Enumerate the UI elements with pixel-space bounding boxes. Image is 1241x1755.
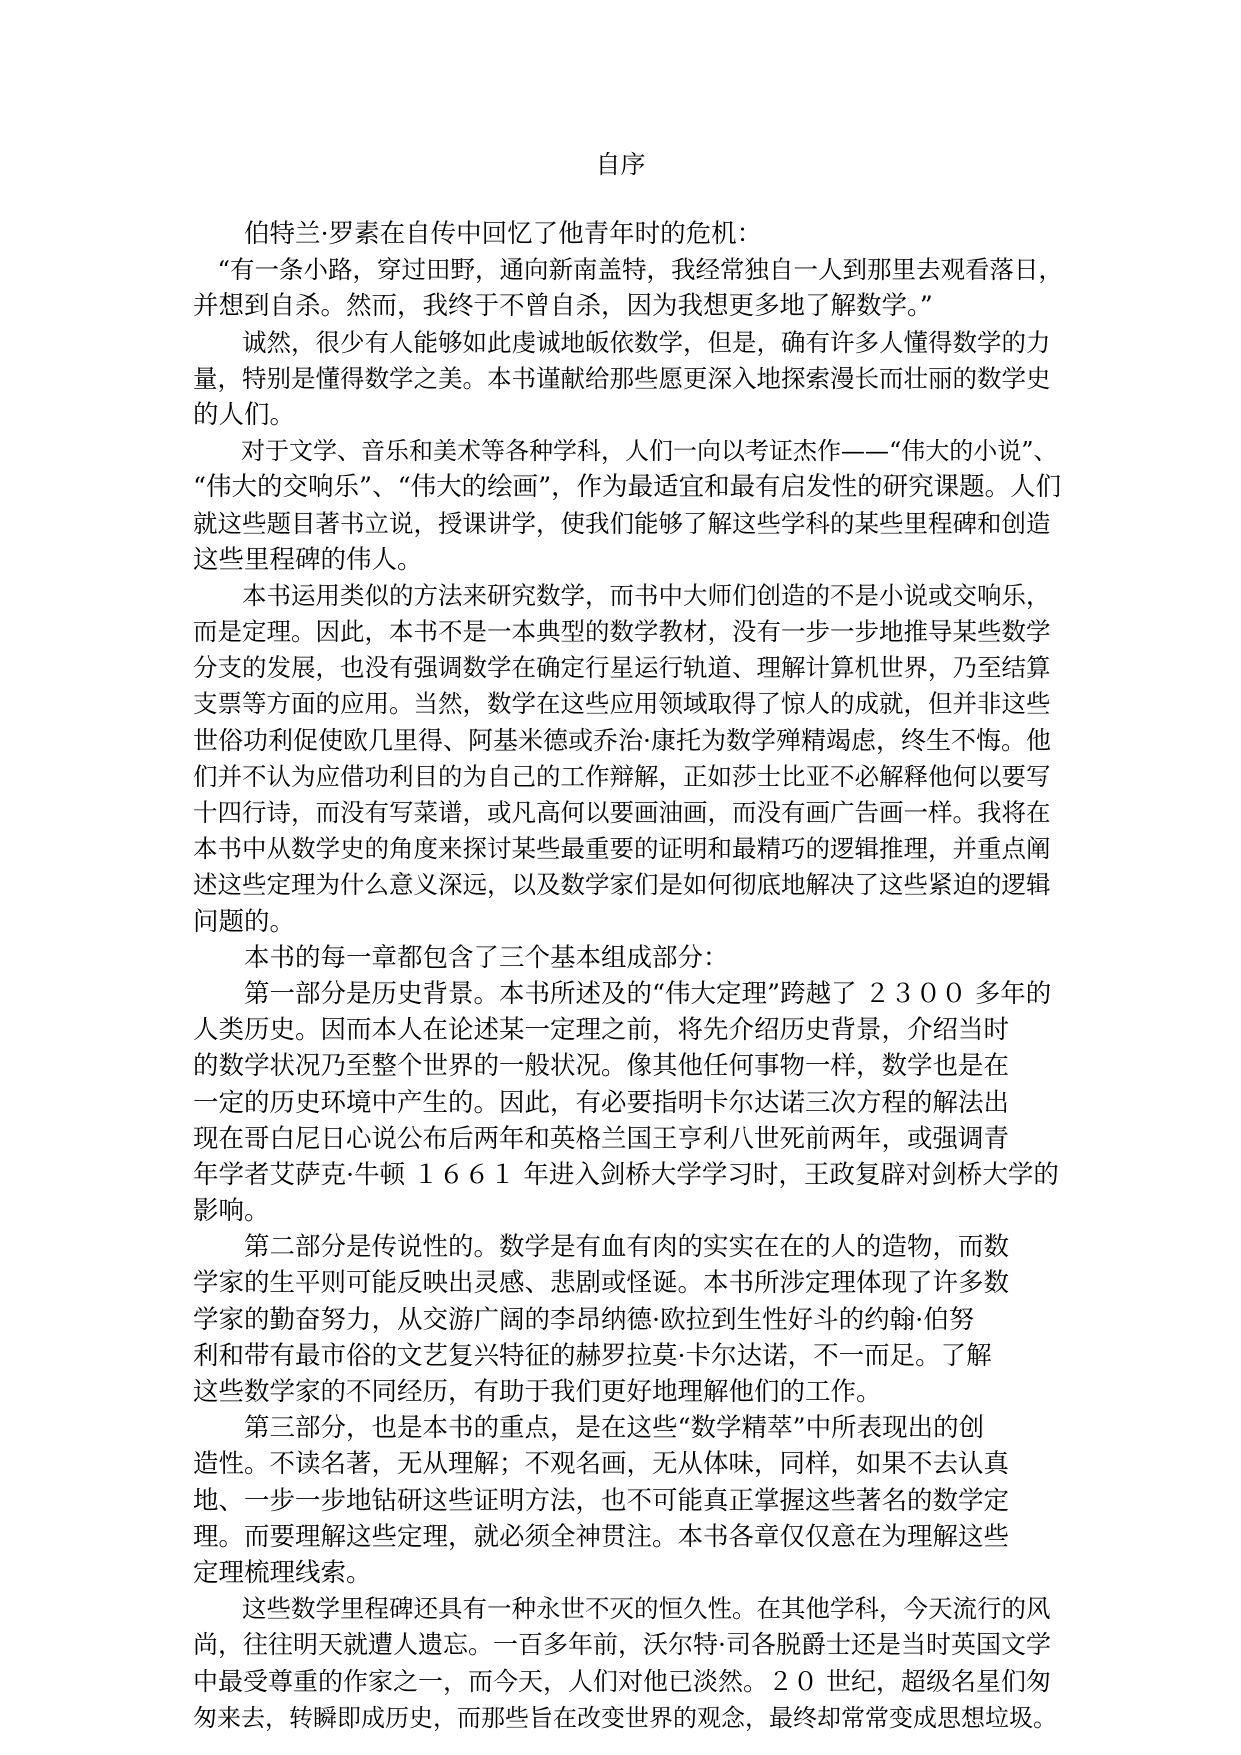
text-line: 本书的每一章都包含了三个基本组成部分：	[193, 942, 729, 973]
text-line: 第三部分，也是本书的重点，是在这些“数学精萃”中所表现出的创	[193, 1413, 985, 1444]
text-line: 量，特别是懂得数学之美。本书谨献给那些愿更深入地探索漫长而壮丽的数学史	[193, 363, 1051, 393]
text-line: 理。而要理解这些定理，就必须全神贯注。本书各章仅仅意在为理解这些	[193, 1521, 1010, 1552]
text-line: 一定的历史环境中产生的。因此，有必要指明卡尔达诺三次方程的解法出	[193, 1087, 1010, 1118]
text-line: 的人们。	[193, 399, 296, 430]
text-line: 分支的发展，也没有强调数学在确定行星运行轨道、理解计算机世界，乃至结算	[193, 653, 1051, 683]
text-line: 伯特兰·罗素在自传中回忆了他青年时的危机：	[193, 219, 763, 249]
text-line: 这些里程碑的伟人。	[193, 544, 423, 575]
text-line: 述这些定理为什么意义深远，以及数学家们是如何彻底地解决了这些紧迫的逻辑	[193, 870, 1051, 900]
text-line: 问题的。	[193, 906, 296, 937]
text-line: 十四行诗，而没有写菜谱，或凡高何以要画油画，而没有画广告画一样。我将在	[193, 798, 1051, 827]
text-line: 年学者艾萨克·牛顿 １６６１ 年进入剑桥大学学习时，王政复辟对剑桥大学的	[193, 1159, 1059, 1190]
page-title: 自序	[595, 150, 646, 179]
text-line: “伟大的交响乐”、“伟大的绘画”，作为最适宜和最有启发性的研究课题。人们	[193, 472, 1062, 503]
text-line: 第一部分是历史背景。本书所述及的“伟大定理”跨越了 ２３００ 多年的	[193, 978, 1052, 1009]
text-line: 本书运用类似的方法来研究数学，而书中大师们创造的不是小说或交响乐，	[193, 580, 1051, 610]
text-line: 世俗功利促使欧几里得、阿基米德或乔治·康托为数学殚精竭虑，终生不悔。他	[193, 725, 1051, 755]
text-line: 这些数学里程碑还具有一种永世不灭的恒久性。在其他学科，今天流行的风	[193, 1594, 1051, 1624]
text-line: 学家的勤奋努力，从交游广阔的李昂纳德·欧拉到生性好斗的约翰·伯努	[193, 1304, 975, 1335]
text-line: 地、一步一步地钻研这些证明方法，也不可能真正掌握这些著名的数学定	[193, 1485, 1010, 1516]
text-line: 就这些题目著书立说，授课讲学，使我们能够了解这些学科的某些里程碑和创造	[193, 508, 1051, 538]
text-line: 定理梳理线索。	[193, 1557, 372, 1588]
text-line: 尚，往往明天就遭人遗忘。一百多年前，沃尔特·司各脱爵士还是当时英国文学	[193, 1630, 1051, 1660]
text-line: 影响。	[193, 1196, 270, 1227]
text-line: 支票等方面的应用。当然，数学在这些应用领域取得了惊人的成就，但并非这些	[193, 689, 1051, 719]
text-line: 并想到自杀。然而，我终于不曾自杀，因为我想更多地了解数学。”	[193, 291, 933, 322]
body-text	[193, 216, 1063, 1736]
text-line: 这些数学家的不同经历，有助于我们更好地理解他们的工作。	[193, 1377, 882, 1407]
text-line: 第二部分是传说性的。数学是有血有肉的实实在在的人的造物，而数	[193, 1232, 1010, 1263]
text-line: 本书中从数学史的角度来探讨某些最重要的证明和最精巧的逻辑推理，并重点阐	[193, 834, 1051, 864]
text-line: 中最受尊重的作家之一，而今天，人们对他已淡然。２０ 世纪，超级名星们匆	[193, 1666, 1051, 1696]
text-line: 匆来去，转瞬即成历史，而那些旨在改变世界的观念，最终却常常变成思想垃圾。	[193, 1703, 1057, 1732]
text-line: “有一条小路，穿过田野，通向新南盖特，我经常独自一人到那里去观看落日，	[193, 255, 1063, 285]
text-line: 学家的生平则可能反映出灵感、悲剧或怪诞。本书所涉定理体现了许多数	[193, 1268, 1010, 1299]
text-line: 们并不认为应借功利目的为自己的工作辩解，正如莎士比亚不必解释他何以要写	[193, 761, 1051, 791]
text-line: 而是定理。因此，本书不是一本典型的数学教材，没有一步一步地推导某些数学	[193, 617, 1051, 647]
text-line: 的数学状况乃至整个世界的一般状况。像其他任何事物一样，数学也是在	[193, 1051, 1010, 1082]
text-line: 对于文学、音乐和美术等各种学科，人们一向以考证杰作——“伟大的小说”、	[193, 437, 1058, 466]
text-line: 利和带有最市俗的文艺复兴特征的赫罗拉莫·卡尔达诺，不一而足。了解	[193, 1340, 992, 1371]
text-line: 诚然，很少有人能够如此虔诚地皈依数学，但是，确有许多人懂得数学的力	[193, 327, 1051, 357]
text-line: 人类历史。因而本人在论述某一定理之前，将先介绍历史背景，介绍当时	[193, 1015, 1010, 1046]
text-line: 造性。不读名著，无从理解；不观名画，无从体味，同样，如果不去认真	[193, 1449, 1010, 1480]
text-line: 现在哥白尼日心说公布后两年和英格兰国王亨利八世死前两年，或强调青	[193, 1123, 1010, 1154]
